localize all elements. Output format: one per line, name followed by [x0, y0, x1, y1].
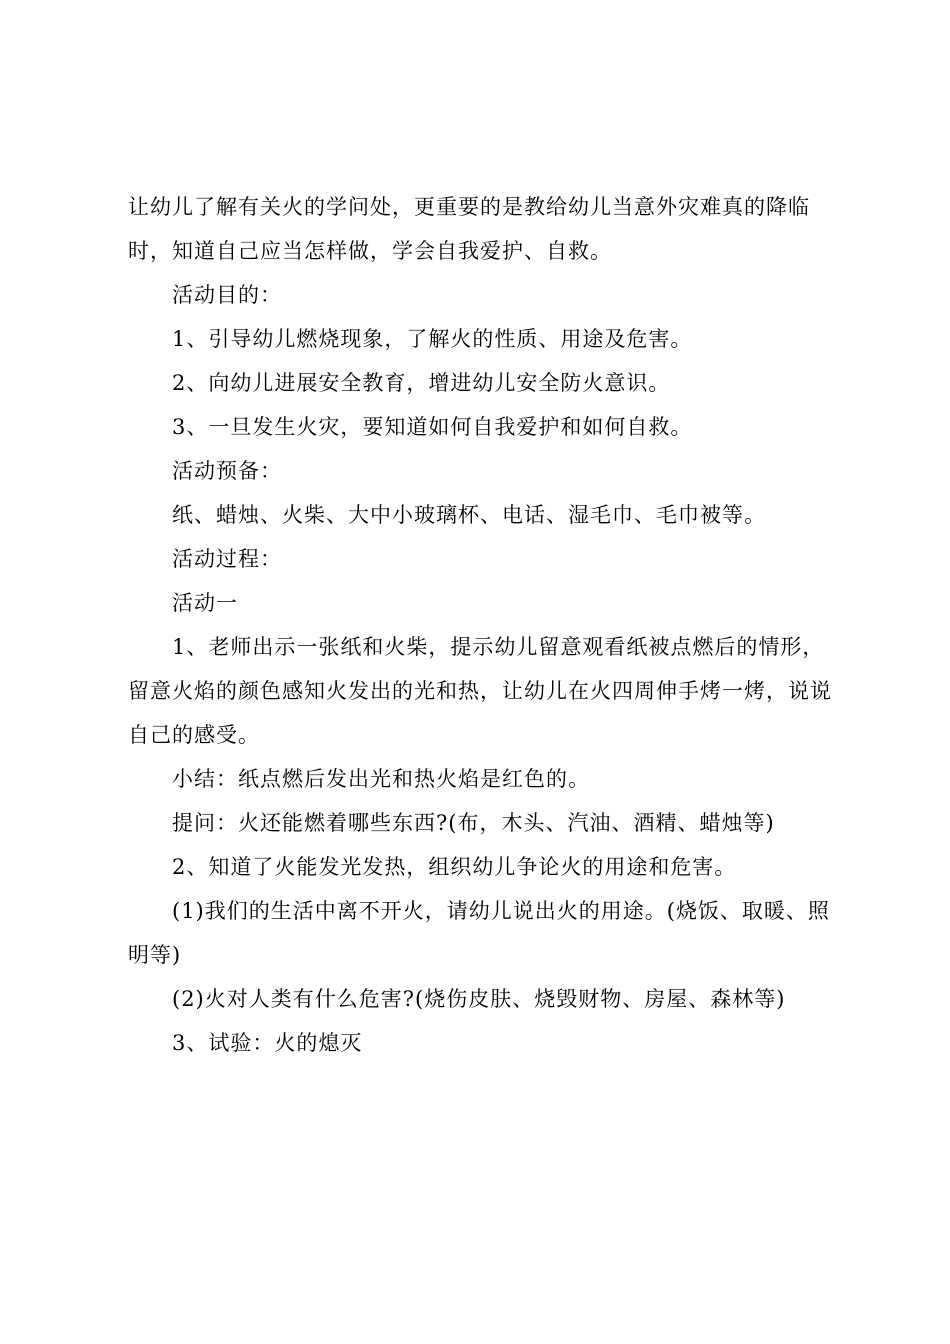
goal-item-3: 3、一旦发生火灾，要知道如何自我爱护和如何自救。 [172, 415, 693, 439]
preparation-list: 纸、蜡烛、火柴、大中小玻璃杯、电话、湿毛巾、毛巾被等。 [172, 503, 766, 527]
paragraph-intro: 让幼儿了解有关火的学问处，更重要的是教给幼儿当意外灾难真的降临时，知道自己应当怎样做，学会自我爱护、自救。 [128, 195, 810, 263]
summary-text: 小结：纸点燃后发出光和热火焰是红色的。 [172, 767, 590, 791]
process-substep-1: (1)我们的生活中离不开火，请幼儿说出火的用途。(烧饭、取暖、照明等) [128, 899, 830, 967]
process-step-1: 1、老师出示一张纸和火柴，提示幼儿留意观看纸被点燃后的情形，留意火焰的颜色感知火发出的光和热，让幼儿在火四周伸手烤一烤，说说自己的感受。 [128, 635, 832, 747]
question-text: 提问：火还能燃着哪些东西?(布，木头、汽油、酒精、蜡烛等) [172, 811, 775, 835]
process-step-2: 2、知道了火能发光发热，组织幼儿争论火的用途和危害。 [172, 855, 737, 879]
process-substep-2: (2)火对人类有什么危害?(烧伤皮肤、烧毁财物、房屋、森林等) [172, 987, 786, 1011]
goal-item-1: 1、引导幼儿燃烧现象，了解火的性质、用途及危害。 [172, 327, 693, 351]
heading-activity-one: 活动一 [172, 591, 238, 615]
heading-activity-process: 活动过程： [172, 547, 282, 571]
heading-activity-goals: 活动目的： [172, 283, 282, 307]
goal-item-2: 2、向幼儿进展安全教育，增进幼儿安全防火意识。 [172, 371, 671, 395]
heading-activity-preparation: 活动预备： [172, 459, 282, 483]
document-body [128, 185, 832, 1065]
process-step-3: 3、试验：火的熄灭 [172, 1031, 363, 1055]
